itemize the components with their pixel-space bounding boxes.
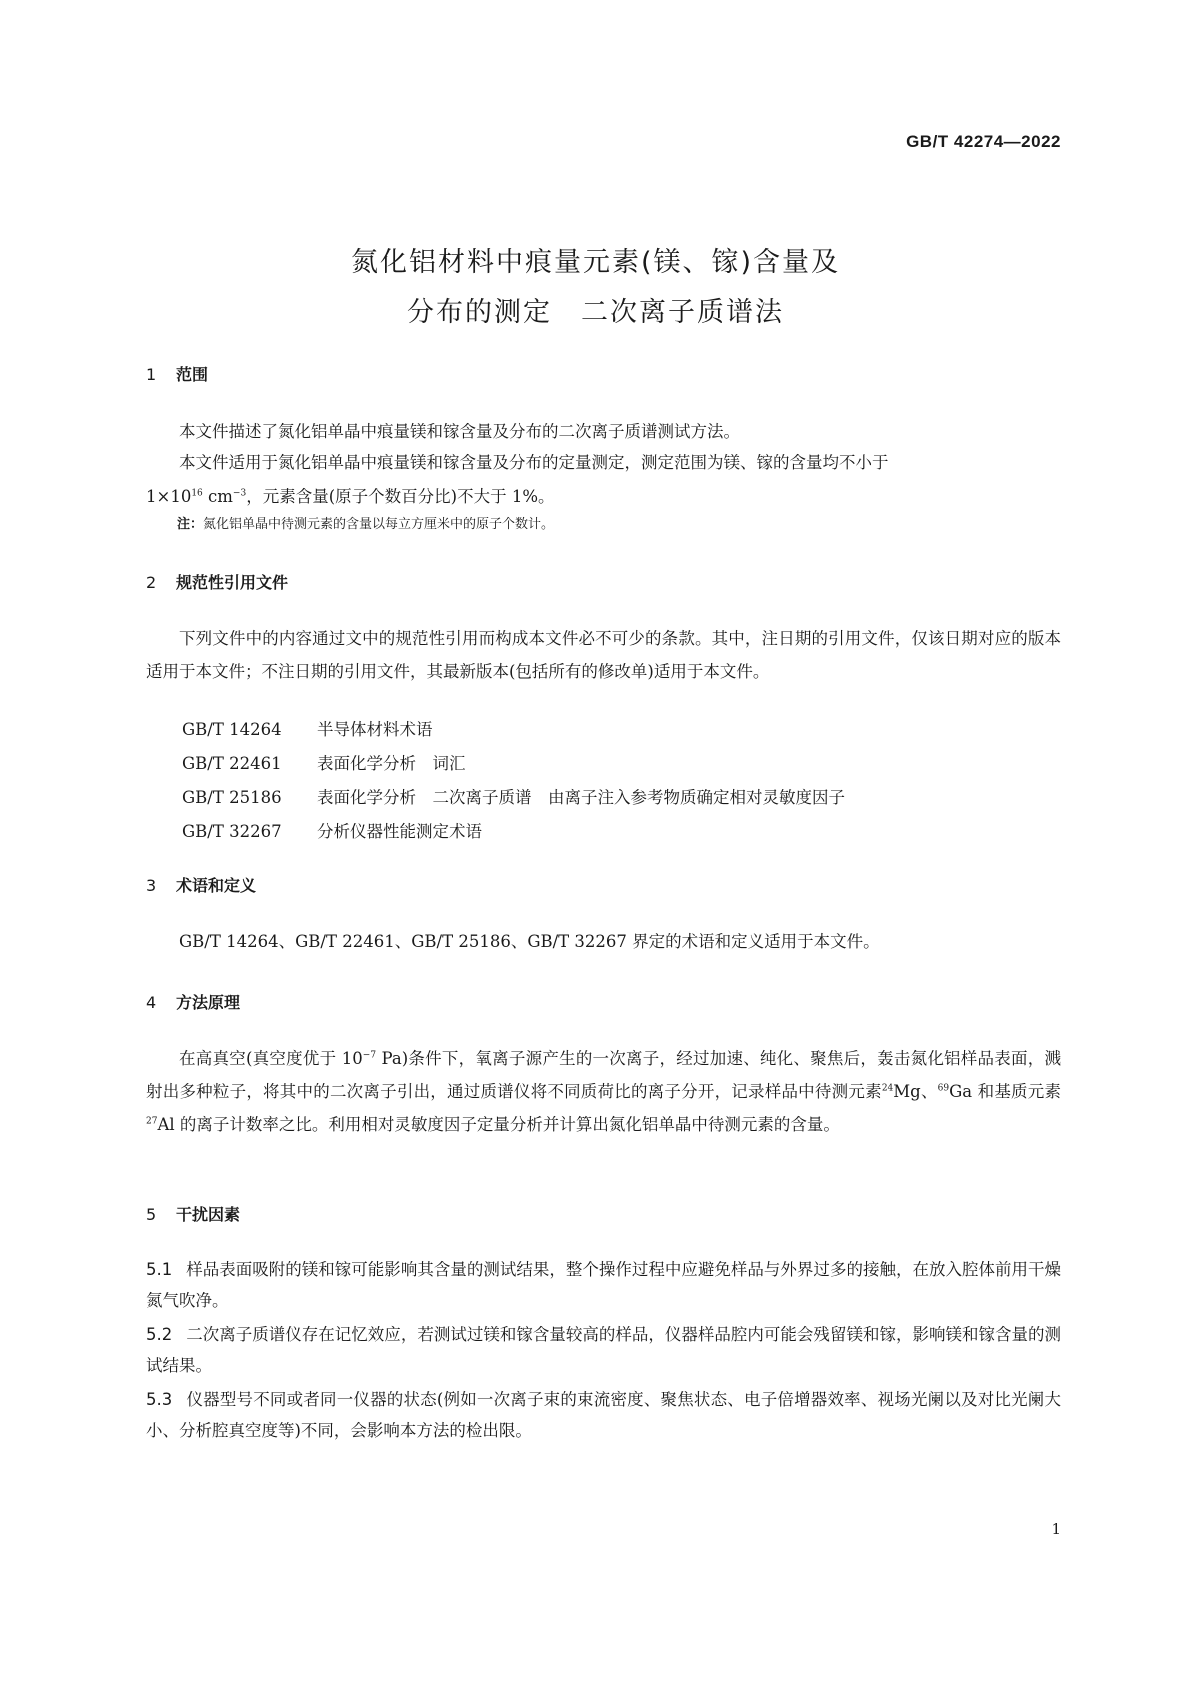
note-text: 氮化铝单晶中待测元素的含量以每立方厘米中的原子个数计。	[203, 517, 555, 532]
section-4-heading	[146, 990, 240, 1013]
reference-item	[182, 747, 845, 781]
title-line-2: 分布的测定 二次离子质谱法	[407, 297, 784, 328]
range-exponent: 16	[191, 488, 203, 499]
references-intro: 下列文件中的内容通过文中的规范性引用而构成本文件必不可少的条款。其中，注日期的引用文件，仅该日期对应的版本适用于本文件；不注日期的引用文件，其最新版本(包括所有的修改单)适用于本文件。	[146, 629, 1061, 681]
reference-title: 表面化学分析 二次离子质谱 由离子注入参考物质确定相对灵敏度因子	[317, 788, 845, 807]
section-2-heading	[146, 570, 288, 593]
reference-code: GB/T 25186	[182, 788, 282, 807]
reference-title: 分析仪器性能测定术语	[317, 822, 482, 841]
scope-paragraph-1: 本文件描述了氮化铝单晶中痕量镁和镓含量及分布的二次离子质谱测试方法。	[179, 422, 740, 441]
terms-paragraph: GB/T 14264、GB/T 22461、GB/T 25186、GB/T 32267 界定的术语和定义适用于本文件。	[179, 932, 880, 951]
range-unit: cm	[202, 487, 233, 506]
reference-code: GB/T 22461	[182, 754, 282, 773]
principle-text: Mg、	[893, 1082, 938, 1101]
subclause-text: 样品表面吸附的镁和镓可能影响其含量的测试结果，整个操作过程中应避免样品与外界过多的接触，在放入腔体前用干燥氮气吹净。	[146, 1260, 1061, 1310]
reference-item	[182, 713, 845, 747]
reference-code: GB/T 14264	[182, 720, 282, 739]
scope-range-line	[146, 483, 555, 507]
section-title: 术语和定义	[176, 876, 257, 895]
section-number: 5	[146, 1205, 157, 1224]
section-number: 4	[146, 993, 157, 1012]
principle-text: 在高真空(真空度优于 10	[179, 1049, 363, 1068]
section-5-heading	[146, 1202, 240, 1225]
section-1-heading	[146, 362, 208, 385]
scope-note	[177, 513, 554, 532]
section-number: 2	[146, 573, 157, 592]
subclause-5-3	[146, 1384, 1061, 1446]
section-number: 1	[146, 365, 157, 384]
isotope-mg: 24	[881, 1083, 894, 1094]
standard-code: GB/T 42274—2022	[906, 132, 1061, 151]
document-title	[0, 238, 1191, 338]
pressure-exponent: −7	[362, 1050, 377, 1061]
subclause-text: 仪器型号不同或者同一仪器的状态(例如一次离子束的束流密度、聚焦状态、电子倍增器效率、视场光阑以及对比光阑大小、分析腔真空度等)不同，会影响本方法的检出限。	[146, 1390, 1061, 1440]
principle-text: Ga 和基质元素	[949, 1082, 1062, 1101]
principle-paragraph	[146, 1042, 1061, 1141]
page-number: 1	[1051, 1520, 1061, 1538]
principle-text: Al 的离子计数率之比。利用相对灵敏度因子定量分析并计算出氮化铝单晶中待测元素的含量。	[157, 1115, 840, 1134]
subclause-text: 二次离子质谱仪存在记忆效应，若测试过镁和镓含量较高的样品，仪器样品腔内可能会残留镁和镓，影响镁和镓含量的测试结果。	[146, 1325, 1061, 1375]
reference-item	[182, 815, 845, 849]
section-3-heading	[146, 873, 256, 896]
section-title: 方法原理	[176, 993, 241, 1012]
range-tail: ，元素含量(原子个数百分比)不大于 1%。	[246, 487, 555, 506]
section-title: 规范性引用文件	[176, 573, 289, 592]
title-line-1: 氮化铝材料中痕量元素(镁、镓)含量及	[350, 247, 841, 278]
range-base: 1×10	[146, 487, 192, 506]
section-title: 范围	[176, 365, 209, 384]
subclause-number: 5.3	[146, 1390, 173, 1409]
subclause-number: 5.1	[146, 1260, 173, 1279]
reference-list	[182, 713, 845, 849]
subclause-number: 5.2	[146, 1325, 173, 1344]
subclause-5-2	[146, 1319, 1061, 1381]
reference-code: GB/T 32267	[182, 822, 282, 841]
note-label: 注：	[177, 517, 204, 532]
reference-item	[182, 781, 845, 815]
unit-exponent: −3	[232, 488, 247, 499]
isotope-al: 27	[146, 1116, 158, 1127]
reference-title: 半导体材料术语	[317, 720, 433, 739]
scope-paragraph-2: 本文件适用于氮化铝单晶中痕量镁和镓含量及分布的定量测定，测定范围为镁、镓的含量均不小于	[179, 453, 889, 472]
isotope-ga: 69	[937, 1083, 950, 1094]
subclause-5-1	[146, 1254, 1061, 1316]
principle-text: Pa)条件下，氧离子源产生的一次离子，经过加速、纯化、聚焦后，轰击氮化铝样品表面，溅射出多种粒子，将其中的二次离子引出，通过质谱仪将不同质荷比的离子分开，记录样品中待测元素	[146, 1049, 1061, 1101]
section-title: 干扰因素	[176, 1205, 241, 1224]
reference-title: 表面化学分析 词汇	[317, 754, 466, 773]
section-number: 3	[146, 876, 157, 895]
